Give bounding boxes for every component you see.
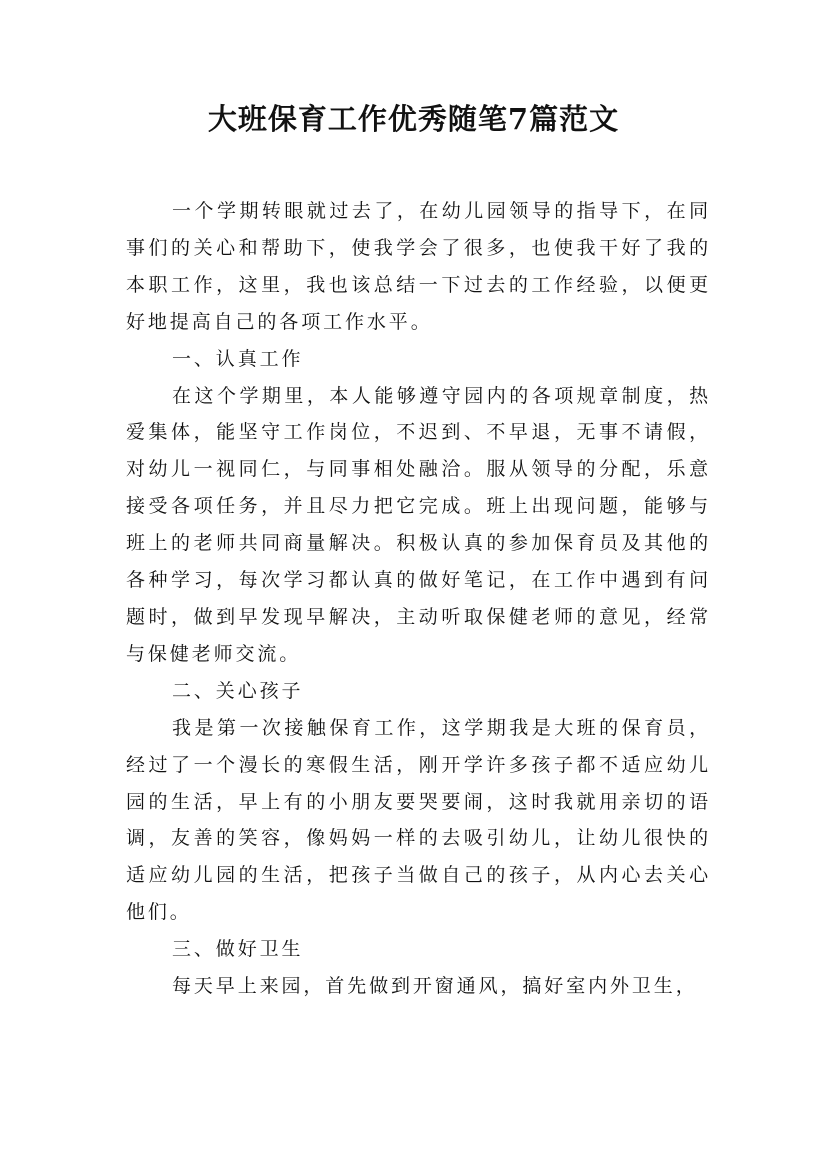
document-body — [126, 193, 711, 1005]
section-heading-3: 三、做好卫生 — [172, 938, 304, 961]
section-heading-2: 二、关心孩子 — [172, 679, 304, 702]
section-3-paragraph: 每天早上来园，首先做到开窗通风，搞好室内外卫生， — [172, 975, 698, 998]
intro-paragraph: 一个学期转眼就过去了，在幼儿园领导的指导下，在同事们的关心和帮助下，使我学会了很多，也使我干好了我的本职工作，这里，我也该总结一下过去的工作经验，以便更好地提高自己的各项工作水平。 — [126, 200, 711, 333]
document-title: 大班保育工作优秀随笔7篇范文 — [207, 102, 620, 136]
section-heading-1: 一、认真工作 — [172, 347, 304, 370]
section-2-paragraph: 我是第一次接触保育工作，这学期我是大班的保育员，经过了一个漫长的寒假生活，刚开学许多孩子都不适应幼儿园的生活，早上有的小朋友要哭要闹，这时我就用亲切的语调，友善的笑容，像妈妈一样的去吸引幼儿，让幼儿很快的适应幼儿园的生活，把孩子当做自己的孩子，从内心去关心他们。 — [126, 716, 711, 924]
section-1-paragraph: 在这个学期里，本人能够遵守园内的各项规章制度，热爱集体，能坚守工作岗位，不迟到、不早退，无事不请假，对幼儿一视同仁，与同事相处融洽。服从领导的分配，乐意接受各项任务，并且尽力把它完成。班上出现问题，能够与班上的老师共同商量解决。积极认真的参加保育员及其他的各种学习，每次学习都认真的做好笔记，在工作中遇到有问题时，做到早发现早解决，主动听取保健老师的意见，经常与保健老师交流。 — [126, 384, 711, 665]
